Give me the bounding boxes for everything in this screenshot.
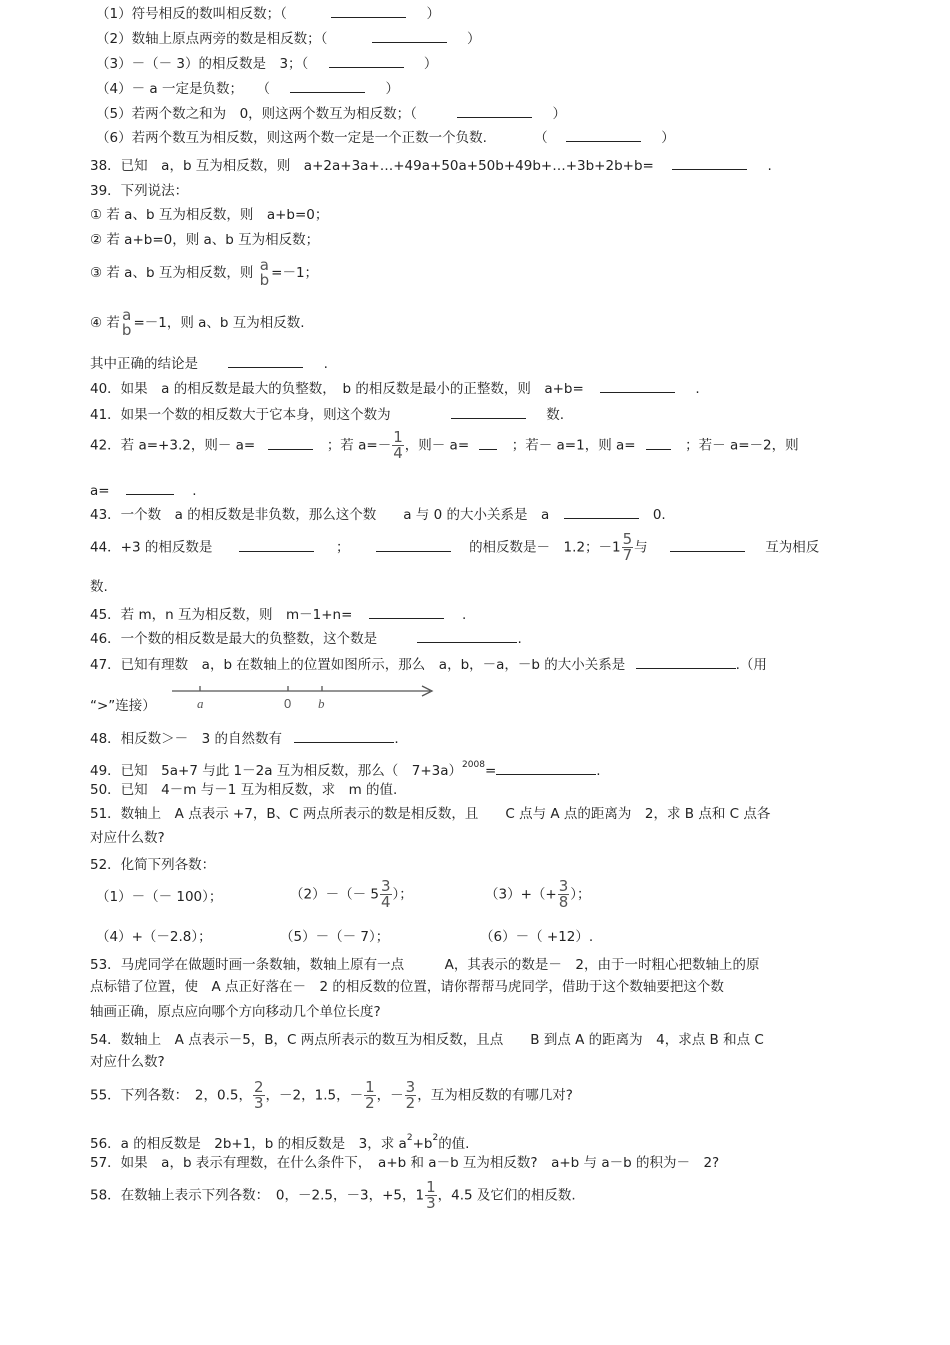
question-text: 43．一个数 a 的相反数是非负数，那么这个数 a 与 0 的大小关系是 a <box>90 507 550 523</box>
question-end: .（用 <box>735 657 767 673</box>
answer-blank[interactable] <box>294 730 394 743</box>
question-55 <box>90 1080 573 1111</box>
question-text: 56．a 的相反数是 2b+1，b 的相反数是 3，求 a <box>90 1136 407 1152</box>
fraction-three-quarters: $\frac{3}{4}$ <box>380 877 391 911</box>
question-47-cont: “>”连接） <box>90 698 156 714</box>
statement-text: ④ 若 <box>90 315 120 331</box>
answer-blank[interactable] <box>496 762 596 775</box>
question-text: 40．如果 a 的相反数是最大的负整数， b 的相反数是最小的正整数，则 a+b= <box>90 381 584 397</box>
answer-blank[interactable] <box>636 656 736 669</box>
question-text: 的值. <box>438 1136 470 1152</box>
question-53-line-2: 点标错了位置，使 A 点正好落在－ 2 的相反数的位置，请你帮帮马虎同学，借助于这个数轴要把这个数 <box>90 979 724 995</box>
number-line-figure <box>168 680 438 716</box>
answer-blank[interactable] <box>564 506 639 519</box>
statement-text: （3）－（－ 3）的相反数是 3；（ <box>96 56 309 72</box>
question-text: 55．下列各数： 2，0.5， <box>90 1087 252 1104</box>
statement-4 <box>96 80 399 98</box>
answer-blank[interactable] <box>479 437 497 450</box>
question-42 <box>90 430 799 461</box>
exponent: 2 <box>432 1133 439 1143</box>
question-41 <box>90 406 564 424</box>
question-end: . <box>461 607 467 623</box>
question-39-conclusion <box>90 355 328 373</box>
statement-close: ） <box>385 81 400 97</box>
question-text: a= <box>90 483 110 499</box>
question-47 <box>90 656 767 674</box>
question-51-line-1: 51．数轴上 A 点表示 +7，B、C 两点所表示的数是相反数，且 C 点与 A 点的距离为 2，求 B 点和 C 点各 <box>90 806 771 822</box>
question-text: 45．若 m，n 互为相反数，则 m－1+n= <box>90 607 353 623</box>
question-end: . <box>394 731 399 747</box>
label-a: a <box>197 696 204 711</box>
question-end: . <box>517 631 522 647</box>
question-46 <box>90 630 522 648</box>
question-58 <box>90 1180 576 1211</box>
statement-text: （6）若两个数互为相反数，则这两个数一定是一个正数一个负数. （ <box>96 130 548 146</box>
statement-text: （1）符号相反的数叫相反数；（ <box>96 6 287 22</box>
answer-blank[interactable] <box>290 80 365 93</box>
answer-blank[interactable] <box>672 157 747 170</box>
fraction-one-third: $\frac{1}{3}$ <box>426 1178 436 1212</box>
answer-blank[interactable] <box>451 406 526 419</box>
answer-blank[interactable] <box>239 539 314 552</box>
fraction-three-eighths: $\frac{3}{8}$ <box>558 877 569 911</box>
answer-blank[interactable] <box>566 129 641 142</box>
question-text: 58．在数轴上表示下列各数： 0，－2.5，－3，+5，1 <box>90 1187 425 1204</box>
part-text-end: ）； <box>392 886 413 903</box>
statement-2 <box>96 30 480 48</box>
question-text: ；若－ a=1，则 a= <box>511 437 636 454</box>
answer-blank[interactable] <box>369 606 444 619</box>
question-40 <box>90 380 700 398</box>
question-text: = <box>484 763 497 779</box>
answer-blank[interactable] <box>268 437 313 450</box>
statement-text: ③ 若 a、b 互为相反数，则 <box>90 265 254 281</box>
question-39-title: 39．下列说法： <box>90 183 189 199</box>
statement-6 <box>96 129 675 147</box>
question-39-statement-4 <box>90 308 305 338</box>
question-text: 49．已知 5a+7 与此 1－2a 互为相反数，那么（ 7+3a） <box>90 763 463 779</box>
answer-blank[interactable] <box>646 437 671 450</box>
exponent: 2008 <box>462 760 485 770</box>
question-text: 互为相反 <box>765 539 820 556</box>
answer-blank[interactable] <box>228 355 303 368</box>
part-text: （3）+（+ <box>485 886 557 903</box>
question-text: +b <box>412 1136 433 1152</box>
question-text: ，－ <box>376 1087 404 1104</box>
question-49 <box>90 756 601 780</box>
question-39-statement-1: ① 若 a、b 互为相反数，则 a+b=0； <box>90 207 329 223</box>
answer-blank[interactable] <box>329 55 404 68</box>
part-text: （2）－（－ 5 <box>290 886 379 903</box>
answer-blank[interactable] <box>457 105 532 118</box>
question-54-line-1: 54．数轴上 A 点表示－5，B，C 两点所表示的数互为相反数，且点 B 到点 A 的距离为 4，求点 B 和点 C <box>90 1032 764 1048</box>
answer-blank[interactable] <box>376 539 451 552</box>
question-56 <box>90 1129 469 1153</box>
statement-5 <box>96 105 566 123</box>
question-54-line-2: 对应什么数? <box>90 1054 165 1070</box>
question-52-part-5: （5）－（－ 7）； <box>280 929 390 945</box>
question-text: 44．+3 的相反数是 <box>90 539 213 556</box>
question-text: 48．相反数＞－ 3 的自然数有 <box>90 731 283 747</box>
fraction-a-over-b: a b <box>121 306 132 339</box>
question-57: 57．如果 a，b 表示有理数，在什么条件下， a+b 和 a－b 互为相反数? a+b 与 a－b 的积为－ 2? <box>90 1155 720 1171</box>
answer-blank[interactable] <box>670 539 745 552</box>
question-text: ，－2，1.5，－ <box>265 1087 364 1104</box>
question-52-part-3 <box>485 879 591 910</box>
question-52-title: 52．化简下列各数： <box>90 857 216 873</box>
statement-1 <box>96 5 440 23</box>
statement-text-end: =－1，则 a、b 互为相反数. <box>133 315 305 331</box>
question-45 <box>90 606 466 624</box>
question-end: . <box>767 158 772 174</box>
answer-blank[interactable] <box>126 482 174 495</box>
question-text: ，互为相反数的有哪几对? <box>417 1087 573 1104</box>
question-44-cont: 数. <box>90 579 108 595</box>
label-b: b <box>318 696 325 711</box>
question-38 <box>90 157 772 175</box>
fraction-one-half: $\frac{1}{2}$ <box>365 1078 375 1112</box>
question-text: 46．一个数的相反数是最大的负整数，这个数是 <box>90 631 378 647</box>
question-text: 其中正确的结论是 <box>90 356 198 372</box>
question-44 <box>90 532 819 563</box>
question-text: 47．已知有理数 a，b 在数轴上的位置如图所示，那么 a，b，－a，－b 的大小关系是 <box>90 657 626 673</box>
answer-blank[interactable] <box>372 30 447 43</box>
statement-close: ） <box>423 56 438 72</box>
question-52-part-2 <box>290 879 413 910</box>
question-end: . <box>192 483 197 499</box>
label-zero: 0 <box>284 696 292 711</box>
question-51-line-2: 对应什么数? <box>90 830 165 846</box>
statement-close: ） <box>466 31 481 47</box>
statement-3 <box>96 55 437 73</box>
fraction-three-halves: $\frac{3}{2}$ <box>405 1078 416 1112</box>
question-end: . <box>323 356 328 372</box>
question-text: ；若 a=－ <box>326 437 392 454</box>
answer-blank[interactable] <box>417 630 517 643</box>
question-end: 0. <box>652 507 666 523</box>
question-text: 38．已知 a，b 互为相反数，则 a+2a+3a+…+49a+50a+50b+49b+…+3b+2b+b= <box>90 158 654 174</box>
question-text: ，4.5 及它们的相反数. <box>437 1187 576 1204</box>
statement-close: ） <box>661 130 675 146</box>
question-52-part-1: （1）－（－ 100）； <box>96 889 223 905</box>
question-text: 的相反数是－ 1.2；－1 <box>469 539 621 556</box>
question-42-cont <box>90 482 196 500</box>
question-52-part-4: （4）+（－2.8）； <box>96 929 212 945</box>
statement-text: （4）－ a 一定是负数； （ <box>96 81 270 97</box>
question-text: ；若－ a=－2，则 <box>685 437 799 454</box>
fraction-a-over-b: a b <box>259 256 270 289</box>
question-43 <box>90 506 666 524</box>
exponent: 2 <box>406 1133 413 1143</box>
question-text: 41．如果一个数的相反数大于它本身，则这个数为 <box>90 407 391 423</box>
question-text: 42．若 a=+3.2，则－ a= <box>90 437 256 454</box>
question-end: 数. <box>546 407 565 423</box>
statement-text: （5）若两个数之和为 0，则这两个数互为相反数；（ <box>96 106 417 122</box>
fraction-five-sevenths: $\frac{5}{7}$ <box>622 530 633 564</box>
answer-blank[interactable] <box>600 380 675 393</box>
statement-close: ） <box>552 106 567 122</box>
question-52-part-6: （6）－（ +12）. <box>480 929 594 945</box>
statement-text: （2）数轴上原点两旁的数是相反数；（ <box>96 31 328 47</box>
statement-close: ） <box>426 6 440 22</box>
question-text: ，则－ a= <box>404 437 470 454</box>
question-53-line-3: 轴画正确，原点应向哪个方向移动几个单位长度? <box>90 1004 381 1020</box>
question-39-statement-3 <box>90 258 318 288</box>
question-end: . <box>596 763 601 779</box>
question-text: ； <box>335 539 350 556</box>
question-text: 与 <box>634 539 648 556</box>
answer-blank[interactable] <box>331 5 406 18</box>
statement-text-end: =－1； <box>271 265 319 281</box>
question-39-statement-2: ② 若 a+b=0，则 a、b 互为相反数； <box>90 232 320 248</box>
fraction-one-quarter: $\frac{1}{4}$ <box>393 428 403 462</box>
question-48 <box>90 730 399 748</box>
fraction-two-thirds: $\frac{2}{3}$ <box>254 1078 264 1112</box>
question-50: 50．已知 4－m 与－1 互为相反数，求 m 的值. <box>90 782 398 798</box>
part-text-end: ）； <box>570 886 591 903</box>
question-53-line-1: 53．马虎同学在做题时画一条数轴，数轴上原有一点 A，其表示的数是－ 2，由于一时粗心把数轴上的原 <box>90 957 760 973</box>
question-end: . <box>695 381 700 397</box>
